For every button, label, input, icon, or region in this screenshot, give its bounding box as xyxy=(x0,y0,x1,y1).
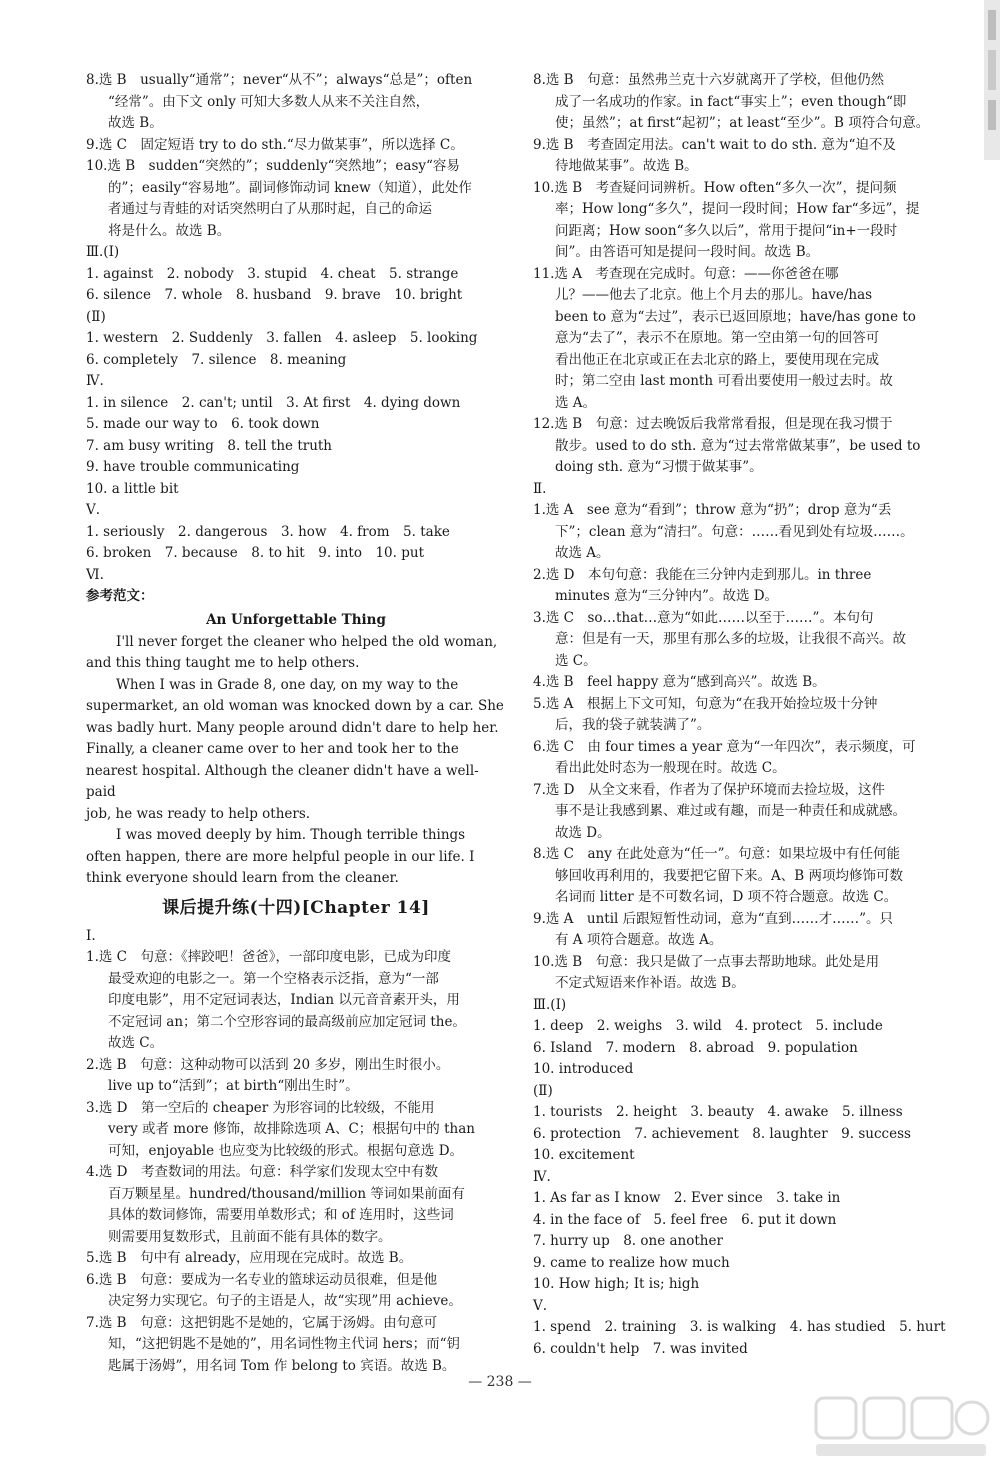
text-line: 1. seriously 2. dangerous 3. how 4. from 5. take xyxy=(86,523,450,540)
text-line: 决定努力实现它。句子的主语是人，故“实现”用 achieve。 xyxy=(108,1293,462,1309)
text-line: 4.选 B feel happy 意为“感到高兴”。故选 B。 xyxy=(533,674,826,690)
text-line: 9. have trouble communicating xyxy=(86,459,300,475)
text-line: 具体的数词修饰，需要用单数形式；和 of 连用时，这些词 xyxy=(108,1207,454,1223)
text-line: 11.选 A 考查现在完成时。句意：——你爸爸在哪 xyxy=(533,265,839,282)
text-line: 1.选 C 句意：《摔跤吧！爸爸》，一部印度电影，已成为印度 xyxy=(86,949,452,965)
text-line: 选 C。 xyxy=(555,652,597,669)
text-line: Ⅰ. xyxy=(86,927,96,944)
text-line: 不定冠词 an；第二个空形容词的最高级前应加定冠词 the。 xyxy=(108,1013,466,1030)
text-line: 则需要用复数形式，且前面不能有具体的数字。 xyxy=(108,1228,392,1245)
text-line: 后，我的袋子就装满了”。 xyxy=(555,717,711,733)
text-line: Ⅵ. xyxy=(86,566,104,583)
text-line: 参考范文： xyxy=(86,588,154,604)
essay-title: An Unforgettable Thing xyxy=(206,611,386,628)
text-line: 1. deep 2. weighs 3. wild 4. protect 5. include xyxy=(533,1018,883,1034)
text-line: 10. a little bit xyxy=(86,480,179,497)
page-number: — 238 — xyxy=(468,1374,532,1390)
text-line: 选 A。 xyxy=(555,394,597,411)
text-line: 故选 D。 xyxy=(555,824,611,841)
text-line: 知，“这把钥匙不是她的”，用名词性物主代词 hers；而“钥 xyxy=(108,1336,461,1352)
text-line: 7.选 D 从全文来看，作者为了保护环境而去捡垃圾，这件 xyxy=(533,781,885,798)
text-line: Ⅲ.(Ⅰ) xyxy=(86,244,120,260)
text-line: When I was in Grade 8, one day, on my way to the xyxy=(116,676,459,693)
text-line: 故选 C。 xyxy=(108,1035,164,1051)
text-line: 8.选 C any 在此处意为“任一”。句意：如果垃圾中有任何能 xyxy=(533,846,900,862)
text-line: 12.选 B 句意：过去晚饭后我常常看报，但是现在我习惯于 xyxy=(533,416,893,432)
text-line: 看出他正在北京或正在去北京的路上，要使用现在完成 xyxy=(555,351,879,368)
text-line: 2.选 D 本句句意：我能在三分钟内走到那儿。in three xyxy=(533,566,872,583)
text-line: 有 A 项符合题意。故选 A。 xyxy=(555,932,723,948)
text-line: (Ⅱ) xyxy=(86,308,106,325)
text-line: 10. How high; It is; high xyxy=(533,1276,700,1292)
text-line: 8.选 B 句意：虽然弗兰克十六岁就离开了学校，但他仍然 xyxy=(533,72,885,88)
text-line: 1. As far as I know 2. Ever since 3. take in xyxy=(533,1190,841,1206)
text-line: 6. broken 7. because 8. to hit 9. into 10. put xyxy=(86,545,424,561)
text-line: 印度电影”，用不定冠词表达，Indian 以元音音素开头，用 xyxy=(108,992,460,1008)
text-line: 10.选 B 句意：我只是做了一点事去帮助地球。此处是用 xyxy=(533,953,880,970)
section-heading: 课后提升练(十四)[Chapter 14] xyxy=(162,897,430,918)
text-line: 9.选 A until 后跟短暂性动词，意为“直到……才……”。只 xyxy=(533,910,893,927)
text-line: 下”；clean 意为“清扫”。句意：……看见到处有垃圾……。 xyxy=(555,523,914,540)
text-line: 5.选 A 根据上下文可知，句意为“在我开始捡垃圾十分钟 xyxy=(533,695,878,712)
text-line: 问距离；How soon“多久以后”，常用于提问“in+一段时 xyxy=(555,222,898,239)
text-line: been to 意为“去过”，表示已返回原地；have/has gone to xyxy=(555,308,916,325)
text-line: 故选 A。 xyxy=(555,545,610,561)
text-line: job, he was ready to help others. xyxy=(86,805,311,822)
text-line: 3.选 D 第一空后的 cheaper 为形容词的比较级，不能用 xyxy=(86,1099,435,1116)
text-line: 成了一名成功的作家。in fact“事实上”；even though“即 xyxy=(555,93,907,110)
text-line: Ⅲ.(Ⅰ) xyxy=(533,996,567,1013)
text-line: 4. in the face of 5. feel free 6. put it down xyxy=(533,1211,837,1228)
text-line: very 或者 more 修饰，故排除选项 A、C；根据句中的 than xyxy=(108,1121,475,1137)
text-line: I was moved deeply by him. Though terrible things xyxy=(116,827,466,843)
text-line: supermarket, an old woman was knocked down by a car. She xyxy=(86,698,504,714)
text-line: 1.选 A see 意为“看到”；throw 意为“扔”；drop 意为“丢 xyxy=(533,502,892,518)
text-line: 7. am busy writing 8. tell the truth xyxy=(86,437,333,454)
text-line: 10.选 B 考查疑问词辨析。How often“多久一次”，提问频 xyxy=(533,179,897,196)
text-line: 儿？——他去了北京。他上个月去的那儿。have/has xyxy=(555,287,873,303)
text-line: 3.选 C so…that…意为“如此……以至于……”。本句句 xyxy=(533,609,874,626)
text-line: 1. tourists 2. height 3. beauty 4. awake 5. illness xyxy=(533,1104,903,1120)
text-line: 事不是让我感到累、难过或有趣，而是一种责任和成就感。 xyxy=(555,803,906,819)
text-line: Ⅳ. xyxy=(86,373,104,389)
text-line: 1. in silence 2. can't; until 3. At first 4. dying down xyxy=(86,394,461,411)
text-line: 够回收再利用的，我要把它留下来。A、B 两项均修饰可数 xyxy=(555,867,903,884)
text-line: 6. protection 7. achievement 8. laughter 9. success xyxy=(533,1125,911,1142)
text-line: 1. against 2. nobody 3. stupid 4. cheat 5. strange xyxy=(86,265,459,282)
text-line: Ⅱ. xyxy=(533,480,547,497)
edge-strip xyxy=(984,0,1000,160)
text-line: (Ⅱ) xyxy=(533,1082,553,1099)
text-line: 1. western 2. Suddenly 3. fallen 4. asleep 5. looking xyxy=(86,330,478,346)
text-line: 8.选 B usually“通常”；never“从不”；always“总是”；often xyxy=(86,72,473,88)
text-line: 使；虽然”；at first“起初”；at least“至少”。B 项符合句意。 xyxy=(555,115,930,131)
text-line: 10. excitement xyxy=(533,1147,635,1163)
text-line: live up to“活到”；at birth“刚出生时”。 xyxy=(108,1078,359,1094)
text-line: Ⅳ. xyxy=(533,1168,551,1185)
text-line: 看出此处时态为一般现在时。故选 C。 xyxy=(555,760,786,776)
text-line: 率；How long“多久”，提问一段时间；How far“多远”，提 xyxy=(555,201,920,217)
text-line: 时；第二空由 last month 可看出要使用一般过去时。故 xyxy=(555,373,893,389)
text-line: 6. couldn't help 7. was invited xyxy=(533,1340,748,1357)
text-line: 6. Island 7. modern 8. abroad 9. population xyxy=(533,1039,858,1056)
text-line: 5.选 B 句中有 already，应用现在完成时。故选 B。 xyxy=(86,1250,413,1266)
text-line: 间”。由答语可知是提问一段时间。故选 B。 xyxy=(555,244,820,260)
text-line: 1. spend 2. training 3. is walking 4. has studied 5. hurt xyxy=(533,1319,946,1335)
text-line: 6. completely 7. silence 8. meaning xyxy=(86,351,347,368)
text-line: 名词而 litter 是不可数名词，D 项不符合题意。故选 C。 xyxy=(555,889,898,905)
text-line: 7.选 B 句意：这把钥匙不是她的，它属于汤姆。由句意可 xyxy=(86,1314,438,1331)
text-line: 百万颗星星。hundred/thousand/million 等词如果前面有 xyxy=(108,1185,465,1202)
text-line: 最受欢迎的电影之一。第一个空格表示泛指，意为“一部 xyxy=(108,970,439,987)
text-line: 可知，enjoyable 也应变为比较级的形式。根据句意选 D。 xyxy=(108,1142,464,1159)
text-line: 的”；easily“容易地”。副词修饰动词 knew（知道），此处作 xyxy=(108,179,472,196)
text-line: 10.选 B sudden“突然的”；suddenly“突然地”；easy“容易 xyxy=(86,158,460,174)
text-line: 不定式短语来作补语。故选 B。 xyxy=(555,975,745,991)
text-line: Finally, a cleaner came over to her and took her to the xyxy=(86,741,459,757)
text-line: 9.选 C 固定短语 try to do sth.“尽力做某事”，所以选择 C。 xyxy=(86,136,464,153)
text-line: I'll never forget the cleaner who helped the old woman, xyxy=(116,633,498,650)
text-line: 散步。used to do sth. 意为“过去常常做某事”，be used to xyxy=(555,437,921,454)
text-line: nearest hospital. Although the cleaner didn't have a well-paid xyxy=(86,762,479,800)
text-line: 4.选 D 考查数词的用法。句意：科学家们发现太空中有数 xyxy=(86,1164,438,1180)
text-line: 匙属于汤姆”，用名词 Tom 作 belong to 宾语。故选 B。 xyxy=(108,1357,456,1374)
text-line: Ⅴ. xyxy=(533,1297,548,1314)
text-line: doing sth. 意为“习惯于做某事”。 xyxy=(555,459,763,475)
text-line: think everyone should learn from the cleaner. xyxy=(86,870,399,886)
watermark-logo xyxy=(812,1392,992,1462)
text-line: 2.选 B 句意：这种动物可以活到 20 多岁，刚出生时很小。 xyxy=(86,1056,450,1073)
text-line: 6. silence 7. whole 8. husband 9. brave 10. bright xyxy=(86,287,463,303)
text-line: 9.选 B 考查固定用法。can't wait to do sth. 意为“迫不及 xyxy=(533,136,896,153)
text-line: and this thing taught me to help others. xyxy=(86,655,360,671)
text-line: minutes 意为“三分钟内”。故选 D。 xyxy=(555,588,779,604)
text-line: 10. introduced xyxy=(533,1061,634,1077)
text-line: 者通过与青蛙的对话突然明白了从那时起，自己的命运 xyxy=(108,201,432,217)
text-line: “经常”。由下文 only 可知大多数人从来不关注自然， xyxy=(108,93,430,110)
text-line: 5. made our way to 6. took down xyxy=(86,416,320,432)
text-line: 意为“去了”，表示不在原地。第一空由第一句的回答可 xyxy=(555,330,880,346)
text-line: Ⅴ. xyxy=(86,502,101,518)
text-line: often happen, there are more helpful people in our life. I xyxy=(86,848,475,865)
text-line: 7. hurry up 8. one another xyxy=(533,1233,723,1249)
text-line: 6.选 C 由 four times a year 意为“一年四次”，表示频度，可 xyxy=(533,738,916,755)
text-line: was badly hurt. Many people around didn't dare to help her. xyxy=(86,719,499,736)
text-line: 故选 B。 xyxy=(108,115,163,131)
text-line: 9. came to realize how much xyxy=(533,1254,730,1271)
text-line: 待地做某事”。故选 B。 xyxy=(555,158,698,174)
text-line: 意：但是有一天，那里有那么多的垃圾，让我很不高兴。故 xyxy=(555,631,906,647)
text-line: 6.选 B 句意：要成为一名专业的篮球运动员很难，但是他 xyxy=(86,1271,438,1288)
left-column xyxy=(86,70,506,1377)
right-column xyxy=(533,70,955,1360)
text-line: 将是什么。故选 B。 xyxy=(108,222,231,239)
